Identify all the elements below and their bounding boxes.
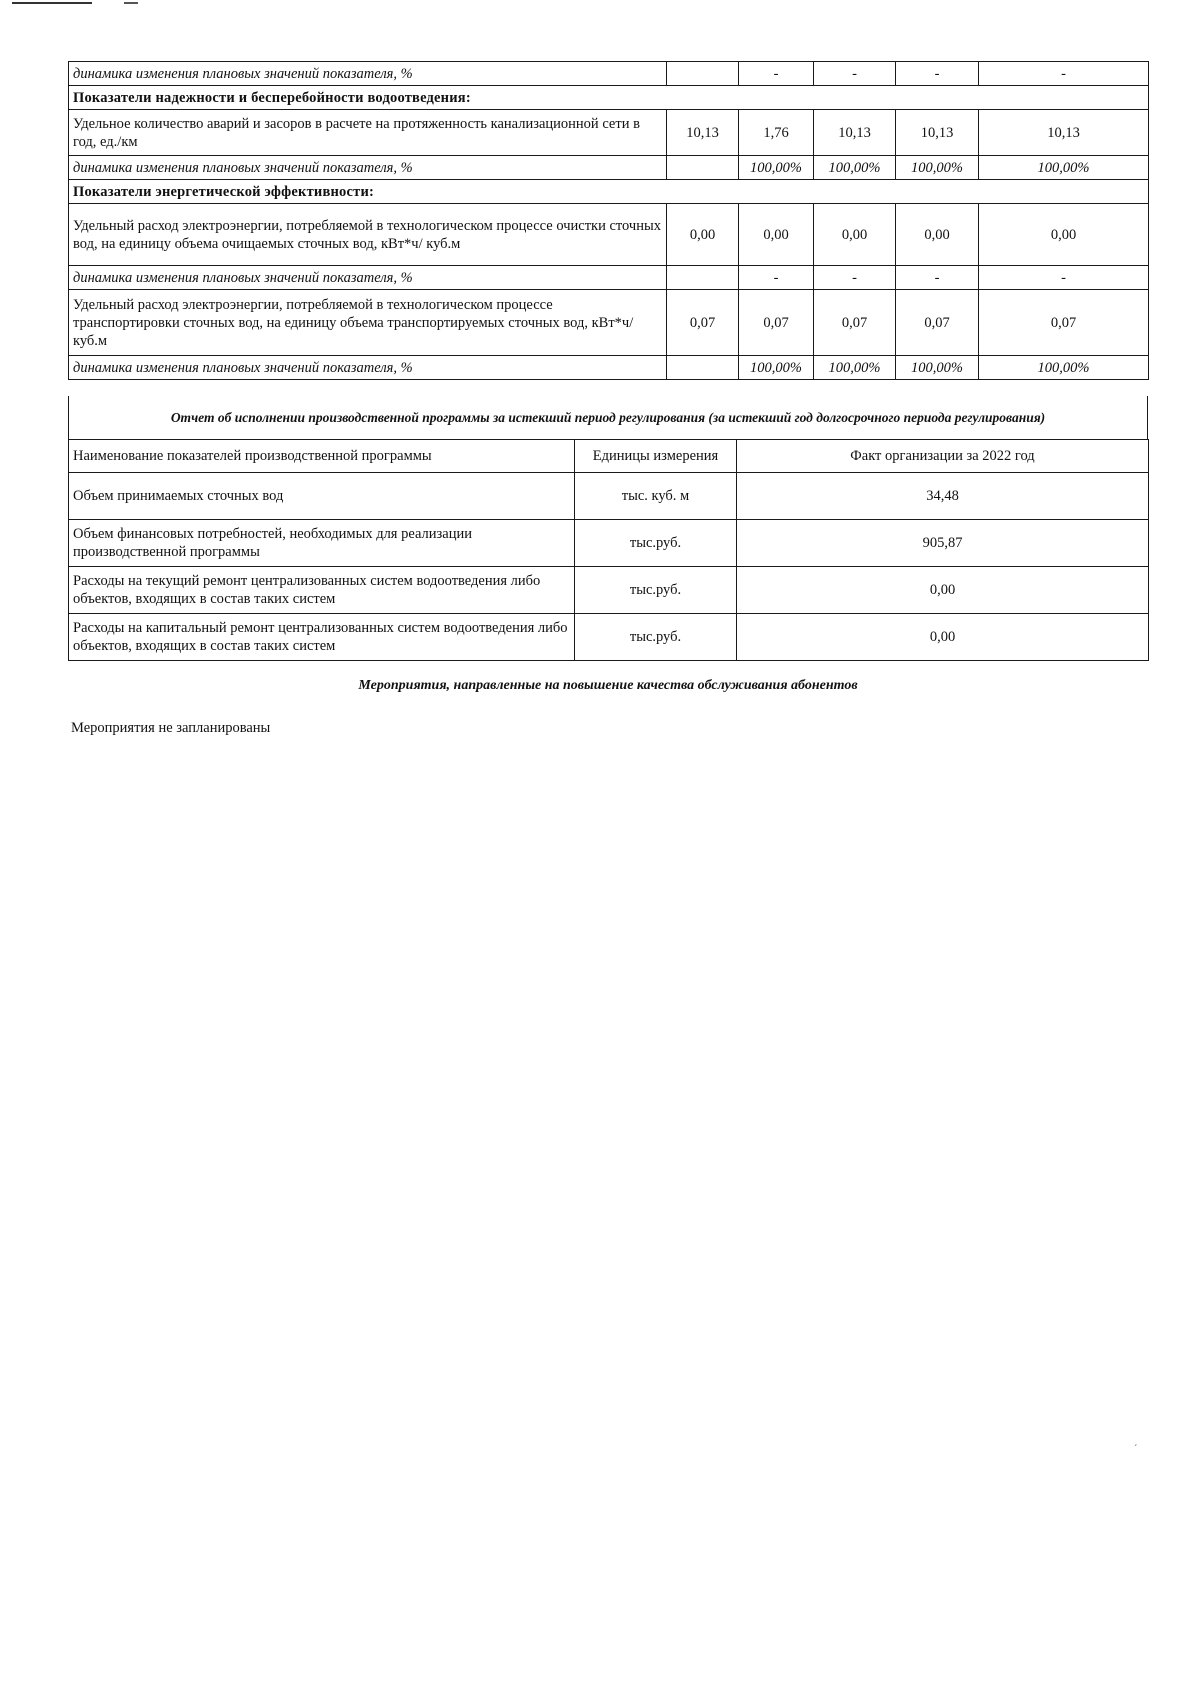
- dynamics-label: динамика изменения плановых значений показателя, %: [69, 356, 667, 380]
- dynamics-label: динамика изменения плановых значений показателя, %: [69, 156, 667, 180]
- indicator-label: Удельный расход электроэнергии, потребляемой в технологическом процессе очистки сточных вод, на единицу объема очищаемых сточных вод, кВт*ч/ куб.м: [69, 204, 667, 266]
- indicator-name: Объем финансовых потребностей, необходимых для реализации производственной программы: [69, 520, 575, 567]
- report-row: [69, 614, 1149, 661]
- report-row: [69, 520, 1149, 567]
- section-row: [69, 180, 1149, 204]
- scan-corner-mark: [12, 2, 92, 4]
- value-cell: 100,00%: [814, 356, 896, 380]
- value-cell: -: [739, 266, 814, 290]
- report-title: Отчет об исполнении производственной программы за истекший период регулирования (за истекший год долгосрочного периода регулирования): [68, 396, 1148, 439]
- indicator-name: Объем принимаемых сточных вод: [69, 473, 575, 520]
- indicator-row: [69, 290, 1149, 356]
- value-cell: 100,00%: [979, 356, 1149, 380]
- indicators-table: [68, 61, 1149, 380]
- value-cell: 100,00%: [896, 156, 979, 180]
- measures-heading: Мероприятия, направленные на повышение качества обслуживания абонентов: [358, 678, 858, 693]
- value-cell: -: [814, 62, 896, 86]
- report-table: [68, 439, 1149, 661]
- value-cell: 0,07: [814, 290, 896, 356]
- fact-cell: 34,48: [737, 473, 1149, 520]
- value-cell: 100,00%: [979, 156, 1149, 180]
- value-cell: [667, 156, 739, 180]
- value-cell: 0,00: [739, 204, 814, 266]
- fact-cell: 0,00: [737, 614, 1149, 661]
- value-cell: 0,00: [979, 204, 1149, 266]
- section-title: Показатели энергетической эффективности:: [69, 180, 1149, 204]
- unit-cell: тыс.руб.: [575, 614, 737, 661]
- indicator-row: [69, 204, 1149, 266]
- value-cell: 1,76: [739, 110, 814, 156]
- value-cell: 0,00: [814, 204, 896, 266]
- indicator-name: Расходы на текущий ремонт централизованных систем водоотведения либо объектов, входящих в состав таких систем: [69, 567, 575, 614]
- value-cell: -: [739, 62, 814, 86]
- value-cell: 10,13: [667, 110, 739, 156]
- value-cell: 10,13: [979, 110, 1149, 156]
- unit-cell: тыс.руб.: [575, 520, 737, 567]
- value-cell: 0,00: [667, 204, 739, 266]
- value-cell: [667, 62, 739, 86]
- dynamics-label: динамика изменения плановых значений показателя, %: [69, 266, 667, 290]
- section-row: [69, 86, 1149, 110]
- header-indicator-name: Наименование показателей производственной программы: [69, 440, 575, 473]
- value-cell: 0,07: [979, 290, 1149, 356]
- unit-cell: тыс. куб. м: [575, 473, 737, 520]
- value-cell: 10,13: [896, 110, 979, 156]
- value-cell: 0,07: [896, 290, 979, 356]
- value-cell: 100,00%: [739, 156, 814, 180]
- value-cell: 100,00%: [814, 156, 896, 180]
- report-row: [69, 473, 1149, 520]
- value-cell: 0,07: [739, 290, 814, 356]
- scan-stray-mark: ´: [1134, 1444, 1138, 1455]
- value-cell: 10,13: [814, 110, 896, 156]
- value-cell: -: [896, 266, 979, 290]
- indicator-label: Удельное количество аварий и засоров в расчете на протяженность канализационной сети в год, ед./км: [69, 110, 667, 156]
- value-cell: [667, 266, 739, 290]
- fact-cell: 905,87: [737, 520, 1149, 567]
- value-cell: 0,07: [667, 290, 739, 356]
- dynamics-row: [69, 62, 1149, 86]
- value-cell: -: [814, 266, 896, 290]
- value-cell: -: [896, 62, 979, 86]
- scan-corner-mark: [124, 2, 138, 4]
- value-cell: 100,00%: [896, 356, 979, 380]
- fact-cell: 0,00: [737, 567, 1149, 614]
- dynamics-row: [69, 356, 1149, 380]
- indicator-label: Удельный расход электроэнергии, потребляемой в технологическом процессе транспортировки сточных вод, на единицу объема транспортируемых сточных вод, кВт*ч/ куб.м: [69, 290, 667, 356]
- indicator-row: [69, 110, 1149, 156]
- measures-text: Мероприятия не запланированы: [71, 720, 271, 736]
- report-row: [69, 567, 1149, 614]
- report-header-row: [69, 440, 1149, 473]
- dynamics-label: динамика изменения плановых значений показателя, %: [69, 62, 667, 86]
- value-cell: 100,00%: [739, 356, 814, 380]
- header-unit: Единицы измерения: [575, 440, 737, 473]
- dynamics-row: [69, 156, 1149, 180]
- value-cell: -: [979, 266, 1149, 290]
- value-cell: -: [979, 62, 1149, 86]
- section-title: Показатели надежности и бесперебойности водоотведения:: [69, 86, 1149, 110]
- header-fact: Факт организации за 2022 год: [737, 440, 1149, 473]
- dynamics-row: [69, 266, 1149, 290]
- value-cell: [667, 356, 739, 380]
- unit-cell: тыс.руб.: [575, 567, 737, 614]
- value-cell: 0,00: [896, 204, 979, 266]
- indicator-name: Расходы на капитальный ремонт централизованных систем водоотведения либо объектов, входящих в состав таких систем: [69, 614, 575, 661]
